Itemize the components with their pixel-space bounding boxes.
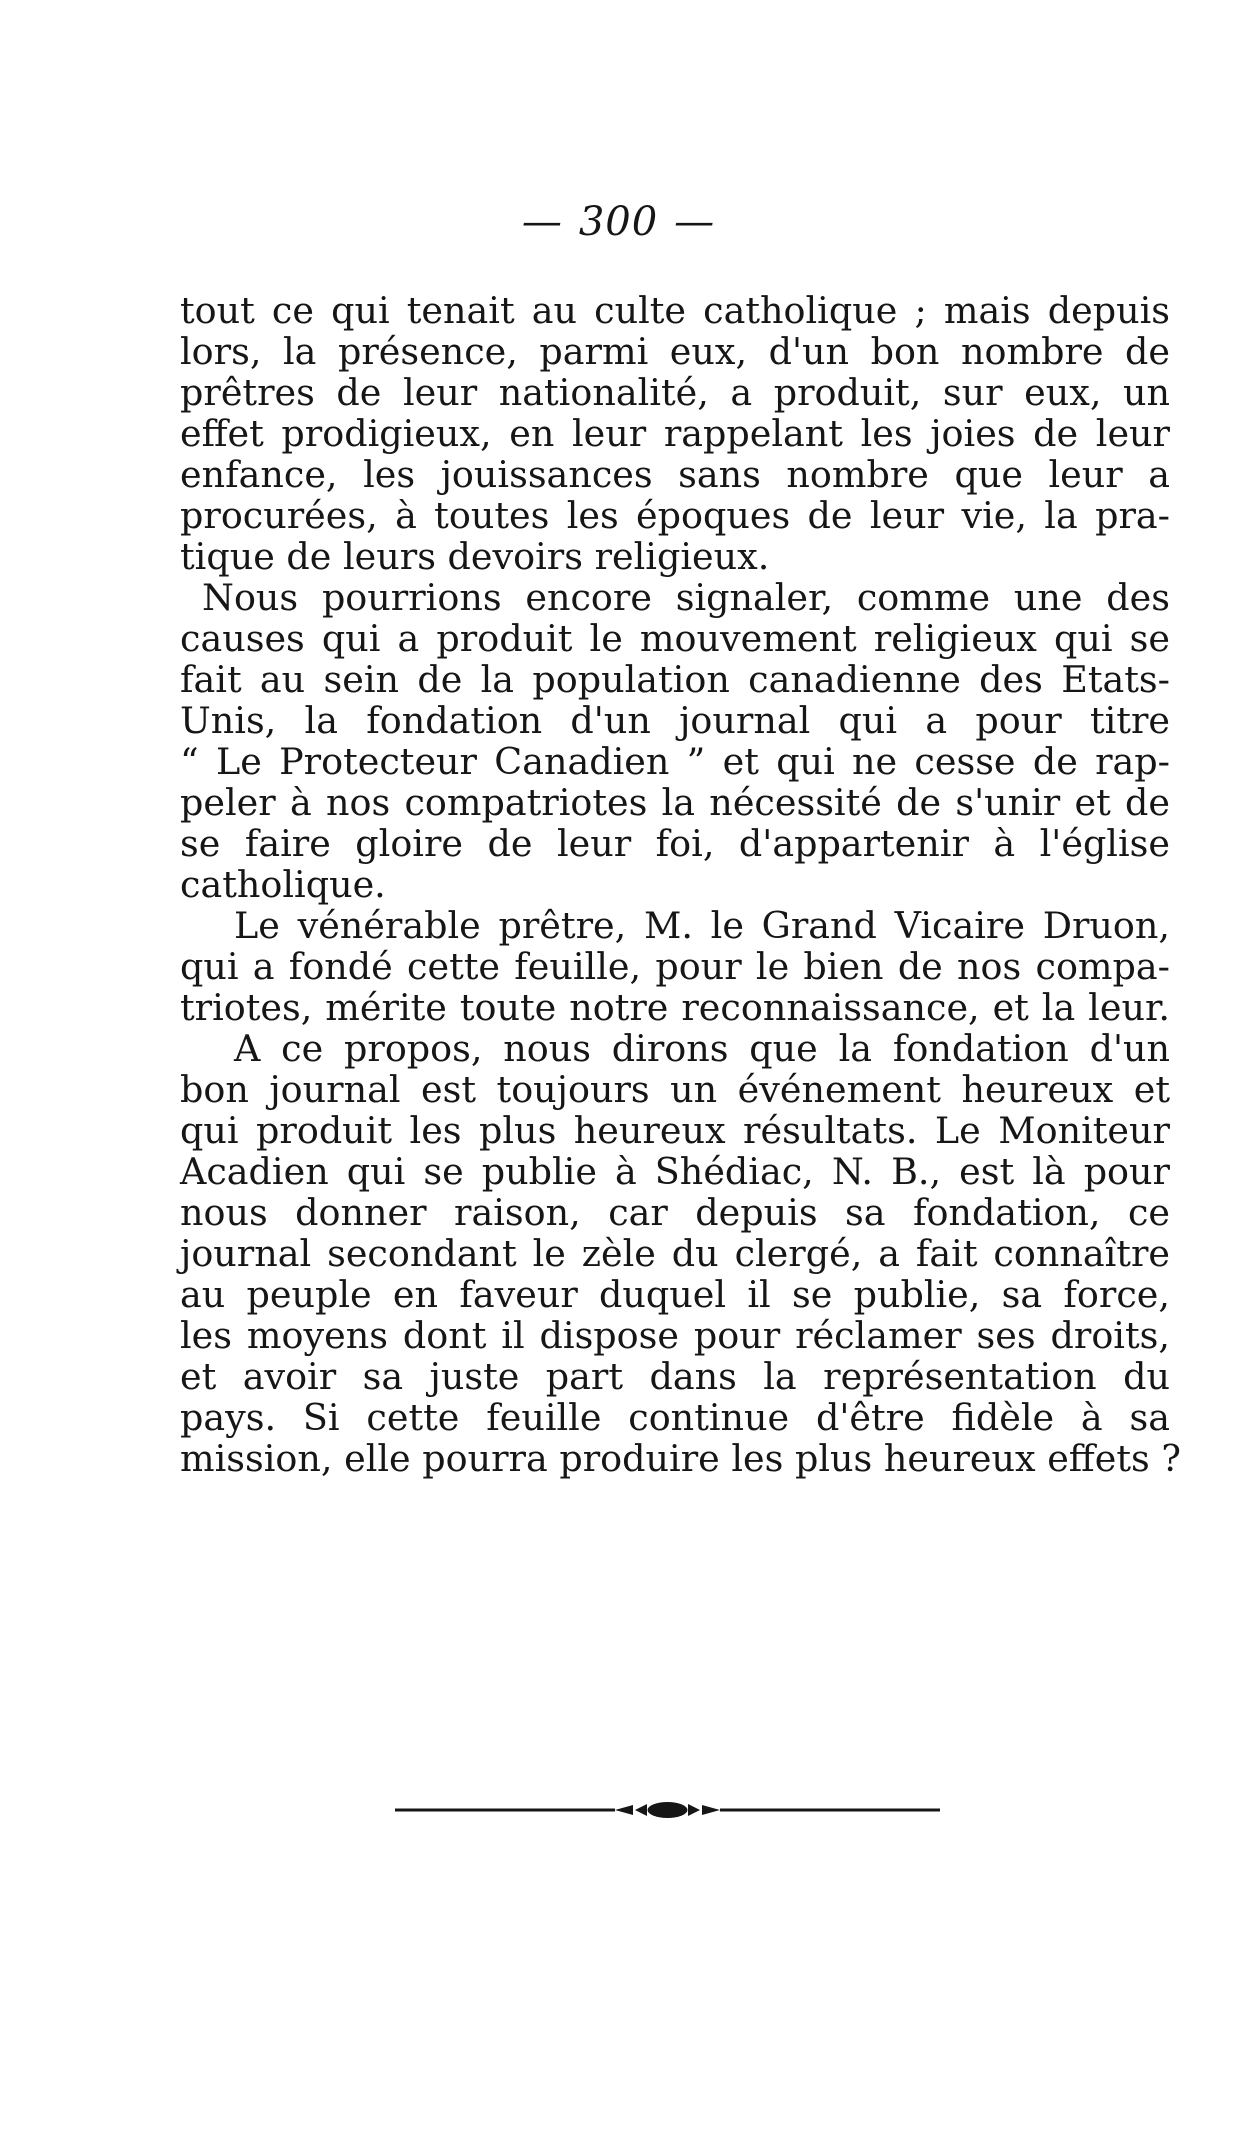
body-text [180, 289, 1181, 1480]
text-line: bon journal est toujours un événement heureux et [180, 1068, 1170, 1111]
ornamental-rule-icon [395, 1798, 940, 1822]
page-number-dash-left: — [521, 199, 563, 245]
text-line: fait au sein de la population canadienne des Etats- [180, 658, 1170, 701]
page-number [0, 198, 1237, 246]
text-line: Unis, la fondation d'un journal qui a pour titre [180, 699, 1170, 742]
text-line: au peuple en faveur duquel il se publie, sa force, [180, 1273, 1170, 1316]
text-line: et avoir sa juste part dans la représentation du [180, 1355, 1170, 1398]
text-line: enfance, les jouissances sans nombre que leur a [180, 453, 1170, 496]
text-line: triotes, mérite toute notre reconnaissance, et la leur. [180, 986, 1170, 1029]
text-line: procurées, à toutes les époques de leur vie, la pra- [180, 494, 1170, 537]
text-line: Acadien qui se publie à Shédiac, N. B., est là pour [180, 1150, 1170, 1193]
text-line: causes qui a produit le mouvement religieux qui se [180, 617, 1170, 660]
text-line: Le vénérable prêtre, M. le Grand Vicaire Druon, [234, 904, 1170, 947]
text-line: pays. Si cette feuille continue d'être fidèle à sa [180, 1396, 1170, 1439]
text-line: nous donner raison, car depuis sa fondation, ce [180, 1191, 1170, 1234]
text-line: qui produit les plus heureux résultats. Le Moniteur [180, 1109, 1170, 1152]
text-line: qui a fondé cette feuille, pour le bien de nos compa- [180, 945, 1170, 988]
text-line: peler à nos compatriotes la nécessité de s'unir et de [180, 781, 1170, 824]
text-line: se faire gloire de leur foi, d'appartenir à l'église [180, 822, 1170, 865]
text-line: tout ce qui tenait au culte catholique ; mais depuis [180, 289, 1170, 332]
text-line: lors, la présence, parmi eux, d'un bon nombre de [180, 330, 1170, 373]
page-number-dash-right: — [674, 199, 716, 245]
text-line: catholique. [180, 863, 386, 906]
text-line: prêtres de leur nationalité, a produit, sur eux, un [180, 371, 1170, 414]
text-line: mission, elle pourra produire les plus heureux effets ? [180, 1437, 1181, 1480]
text-line: effet prodigieux, en leur rappelant les joies de leur [180, 412, 1170, 455]
text-line: A ce propos, nous dirons que la fondation d'un [234, 1027, 1170, 1070]
page-number-value: 300 [578, 199, 659, 245]
text-line: “ Le Protecteur Canadien ” et qui ne cesse de rap- [180, 740, 1170, 783]
text-line: Nous pourrions encore signaler, comme une des [202, 576, 1170, 619]
text-line: journal secondant le zèle du clergé, a fait connaître [180, 1232, 1170, 1275]
text-line: tique de leurs devoirs religieux. [180, 535, 770, 578]
text-line: les moyens dont il dispose pour réclamer ses droits, [180, 1314, 1170, 1357]
